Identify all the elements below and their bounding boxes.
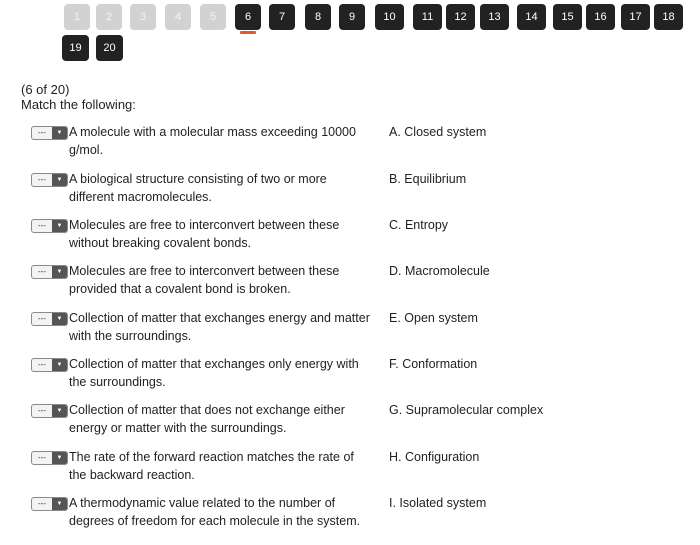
dropdown-arrow-icon[interactable]: ▼ — [52, 313, 67, 325]
description-line-1: A biological structure consisting of two or more — [69, 172, 327, 186]
match-row — [31, 448, 691, 488]
select-value: --- — [38, 221, 46, 230]
select-value: --- — [38, 175, 46, 184]
select-value: --- — [38, 406, 46, 415]
match-description — [69, 309, 384, 345]
question-button-16[interactable]: 16 — [586, 4, 615, 30]
answer-option: D. Macromolecule — [389, 264, 490, 278]
select-value: --- — [38, 453, 46, 462]
description-line-1: Collection of matter that does not exchange either — [69, 403, 345, 417]
question-button-17[interactable]: 17 — [621, 4, 650, 30]
select-value: --- — [38, 360, 46, 369]
match-row — [31, 494, 691, 534]
question-button-12[interactable]: 12 — [446, 4, 475, 30]
description-line-2: degrees of freedom for each molecule in the system. — [69, 514, 361, 528]
match-description — [69, 401, 384, 437]
question-button-10[interactable]: 10 — [375, 4, 404, 30]
match-description — [69, 170, 384, 206]
answer-option: A. Closed system — [389, 125, 487, 139]
match-row — [31, 355, 691, 395]
question-button-1[interactable]: 1 — [64, 4, 90, 30]
description-line-1: Molecules are free to interconvert between these — [69, 264, 340, 278]
match-row — [31, 262, 691, 302]
question-button-14[interactable]: 14 — [517, 4, 546, 30]
match-description — [69, 216, 384, 252]
dropdown-arrow-icon[interactable]: ▼ — [52, 174, 67, 186]
match-select[interactable] — [31, 219, 68, 233]
match-select[interactable] — [31, 312, 68, 326]
question-button-19[interactable]: 19 — [62, 35, 89, 61]
description-line-2: the surroundings. — [69, 375, 166, 389]
question-button-2[interactable]: 2 — [96, 4, 122, 30]
dropdown-arrow-icon[interactable]: ▼ — [52, 127, 67, 139]
match-select[interactable] — [31, 358, 68, 372]
answer-option: F. Conformation — [389, 357, 478, 371]
description-line-2: energy or matter with the surroundings. — [69, 421, 287, 435]
dropdown-arrow-icon[interactable]: ▼ — [52, 359, 67, 371]
match-select[interactable] — [31, 173, 68, 187]
match-select[interactable] — [31, 126, 68, 140]
answer-option: E. Open system — [389, 311, 478, 325]
dropdown-arrow-icon[interactable]: ▼ — [52, 220, 67, 232]
dropdown-arrow-icon[interactable]: ▼ — [52, 498, 67, 510]
select-value: --- — [38, 314, 46, 323]
question-button-18[interactable]: 18 — [654, 4, 683, 30]
answer-option: C. Entropy — [389, 218, 449, 232]
match-row — [31, 123, 691, 163]
match-description — [69, 448, 384, 484]
description-line-2: provided that a covalent bond is broken. — [69, 282, 291, 296]
description-line-1: A thermodynamic value related to the number of — [69, 496, 336, 510]
match-select[interactable] — [31, 265, 68, 279]
answer-option: I. Isolated system — [389, 496, 487, 510]
question-button-7[interactable]: 7 — [269, 4, 295, 30]
description-line-1: The rate of the forward reaction matches the rate of — [69, 450, 354, 464]
question-button-6[interactable]: 6 — [235, 4, 261, 30]
question-button-9[interactable]: 9 — [339, 4, 365, 30]
question-button-13[interactable]: 13 — [480, 4, 509, 30]
description-line-2: g/mol. — [69, 143, 104, 157]
question-button-15[interactable]: 15 — [553, 4, 582, 30]
question-button-20[interactable]: 20 — [96, 35, 123, 61]
dropdown-arrow-icon[interactable]: ▼ — [52, 266, 67, 278]
match-row — [31, 170, 691, 210]
answer-option: B. Equilibrium — [389, 172, 467, 186]
select-value: --- — [38, 128, 46, 137]
description-line-1: Collection of matter that exchanges only energy with — [69, 357, 359, 371]
select-value: --- — [38, 267, 46, 276]
description-line-2: with the surroundings. — [69, 329, 192, 343]
question-button-5[interactable]: 5 — [200, 4, 226, 30]
match-select[interactable] — [31, 404, 68, 418]
description-line-1: Molecules are free to interconvert between these — [69, 218, 340, 232]
question-progress: (6 of 20) — [21, 82, 70, 97]
match-select[interactable] — [31, 497, 68, 511]
question-button-4[interactable]: 4 — [165, 4, 191, 30]
description-line-2: different macromolecules. — [69, 190, 212, 204]
description-line-1: A molecule with a molecular mass exceeding 10000 — [69, 125, 356, 139]
question-prompt: Match the following: — [21, 97, 136, 112]
dropdown-arrow-icon[interactable]: ▼ — [52, 452, 67, 464]
description-line-2: without breaking covalent bonds. — [69, 236, 252, 250]
answer-option: H. Configuration — [389, 450, 480, 464]
match-row — [31, 309, 691, 349]
question-button-11[interactable]: 11 — [413, 4, 442, 30]
question-button-8[interactable]: 8 — [305, 4, 331, 30]
description-line-1: Collection of matter that exchanges energy and matter — [69, 311, 370, 325]
match-row — [31, 216, 691, 256]
match-description — [69, 355, 384, 391]
question-button-3[interactable]: 3 — [130, 4, 156, 30]
dropdown-arrow-icon[interactable]: ▼ — [52, 405, 67, 417]
match-row — [31, 401, 691, 441]
match-description — [69, 123, 384, 159]
match-description — [69, 494, 384, 530]
description-line-2: the backward reaction. — [69, 468, 195, 482]
match-description — [69, 262, 384, 298]
select-value: --- — [38, 499, 46, 508]
question-navigation — [0, 0, 700, 70]
answer-option: G. Supramolecular complex — [389, 403, 544, 417]
match-select[interactable] — [31, 451, 68, 465]
